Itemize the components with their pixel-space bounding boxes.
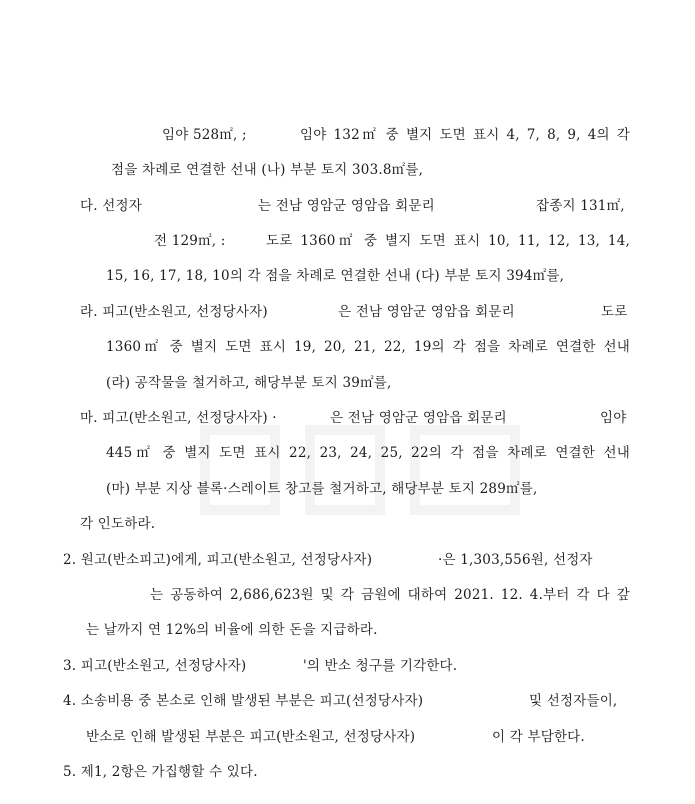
text-segment: 는 날까지 연 12%의 비율에 의한 돈을 지급하라. — [86, 622, 378, 638]
text-segment: 및 선정자들이, — [529, 693, 618, 709]
text-segment: 445㎡ 중 별지 도면 표시 22, 23, 24, 25, 22의 각 점을 차례로 연결한 선내 — [106, 445, 630, 461]
text-segment: 4. 소송비용 중 본소로 인해 발생된 부분은 피고(선정당사자) — [63, 693, 424, 709]
text-segment: ·은 1,303,556원, 선정자 — [438, 552, 593, 568]
text-segment: 각 인도하라. — [80, 516, 156, 532]
text-segment: (라) 공작물을 철거하고, 해당부분 토지 39㎡를, — [106, 375, 392, 391]
text-segment: 전 129㎡, : — [154, 233, 226, 249]
text-segment: '의 반소 청구를 기각한다. — [303, 658, 458, 674]
watermark-shape-icon — [200, 420, 530, 530]
text-segment: 잡종지 131㎡, — [536, 198, 625, 214]
text-segment: 2. 원고(반소피고)에게, 피고(반소원고, 선정당사자) — [63, 552, 373, 568]
text-segment: 1360㎡ 중 별지 도면 표시 19, 20, 21, 22, 19의 각 점을 차례로 연결한 선내 — [106, 339, 630, 355]
text-segment: 15, 16, 17, 18, 10의 각 점을 차례로 연결한 선내 (다) 부분 토지 394㎡를, — [106, 268, 565, 284]
text-segment: 반소로 인해 발생된 부분은 피고(반소원고, 선정당사자) — [86, 729, 416, 745]
background-watermark — [200, 420, 530, 530]
text-segment: 임야 528㎡, ; — [162, 127, 247, 143]
text-segment: 3. 피고(반소원고, 선정당사자) — [63, 658, 247, 674]
text-segment: 임야 132㎡ 중 별지 도면 표시 4, 7, 8, 9, 4의 각 — [300, 127, 630, 143]
text-segment: 도로 — [601, 304, 628, 320]
text-segment: 이 각 부담한다. — [492, 729, 585, 745]
text-segment: (마) 부분 지상 블록·스레이트 창고를 철거하고, 해당부분 토지 289㎡를, — [106, 481, 538, 497]
text-segment: 는 전남 영암군 영암읍 회문리 — [258, 198, 435, 214]
text-segment: 다. 선정자 — [80, 198, 142, 214]
text-segment: 은 전남 영암군 영암읍 회문리 — [330, 410, 507, 426]
text-segment: 마. 피고(반소원고, 선정당사자) · — [80, 410, 277, 426]
text-segment: 라. 피고(반소원고, 선정당사자) — [80, 304, 268, 320]
text-segment: 5. 제1, 2항은 가집행할 수 있다. — [63, 764, 258, 780]
text-segment: 는 공동하여 2,686,623원 및 각 금원에 대하여 2021. 12. 4.부터 각 다 갚 — [150, 587, 630, 603]
text-segment: 도로 1360㎡ 중 별지 도면 표시 10, 11, 12, 13, 14, — [266, 233, 630, 249]
text-segment: 임야 — [600, 410, 627, 426]
text-segment: 점을 차례로 연결한 선내 (나) 부분 토지 303.8㎡를, — [111, 162, 424, 178]
text-segment: 은 전남 영암군 영암읍 회문리 — [338, 304, 515, 320]
